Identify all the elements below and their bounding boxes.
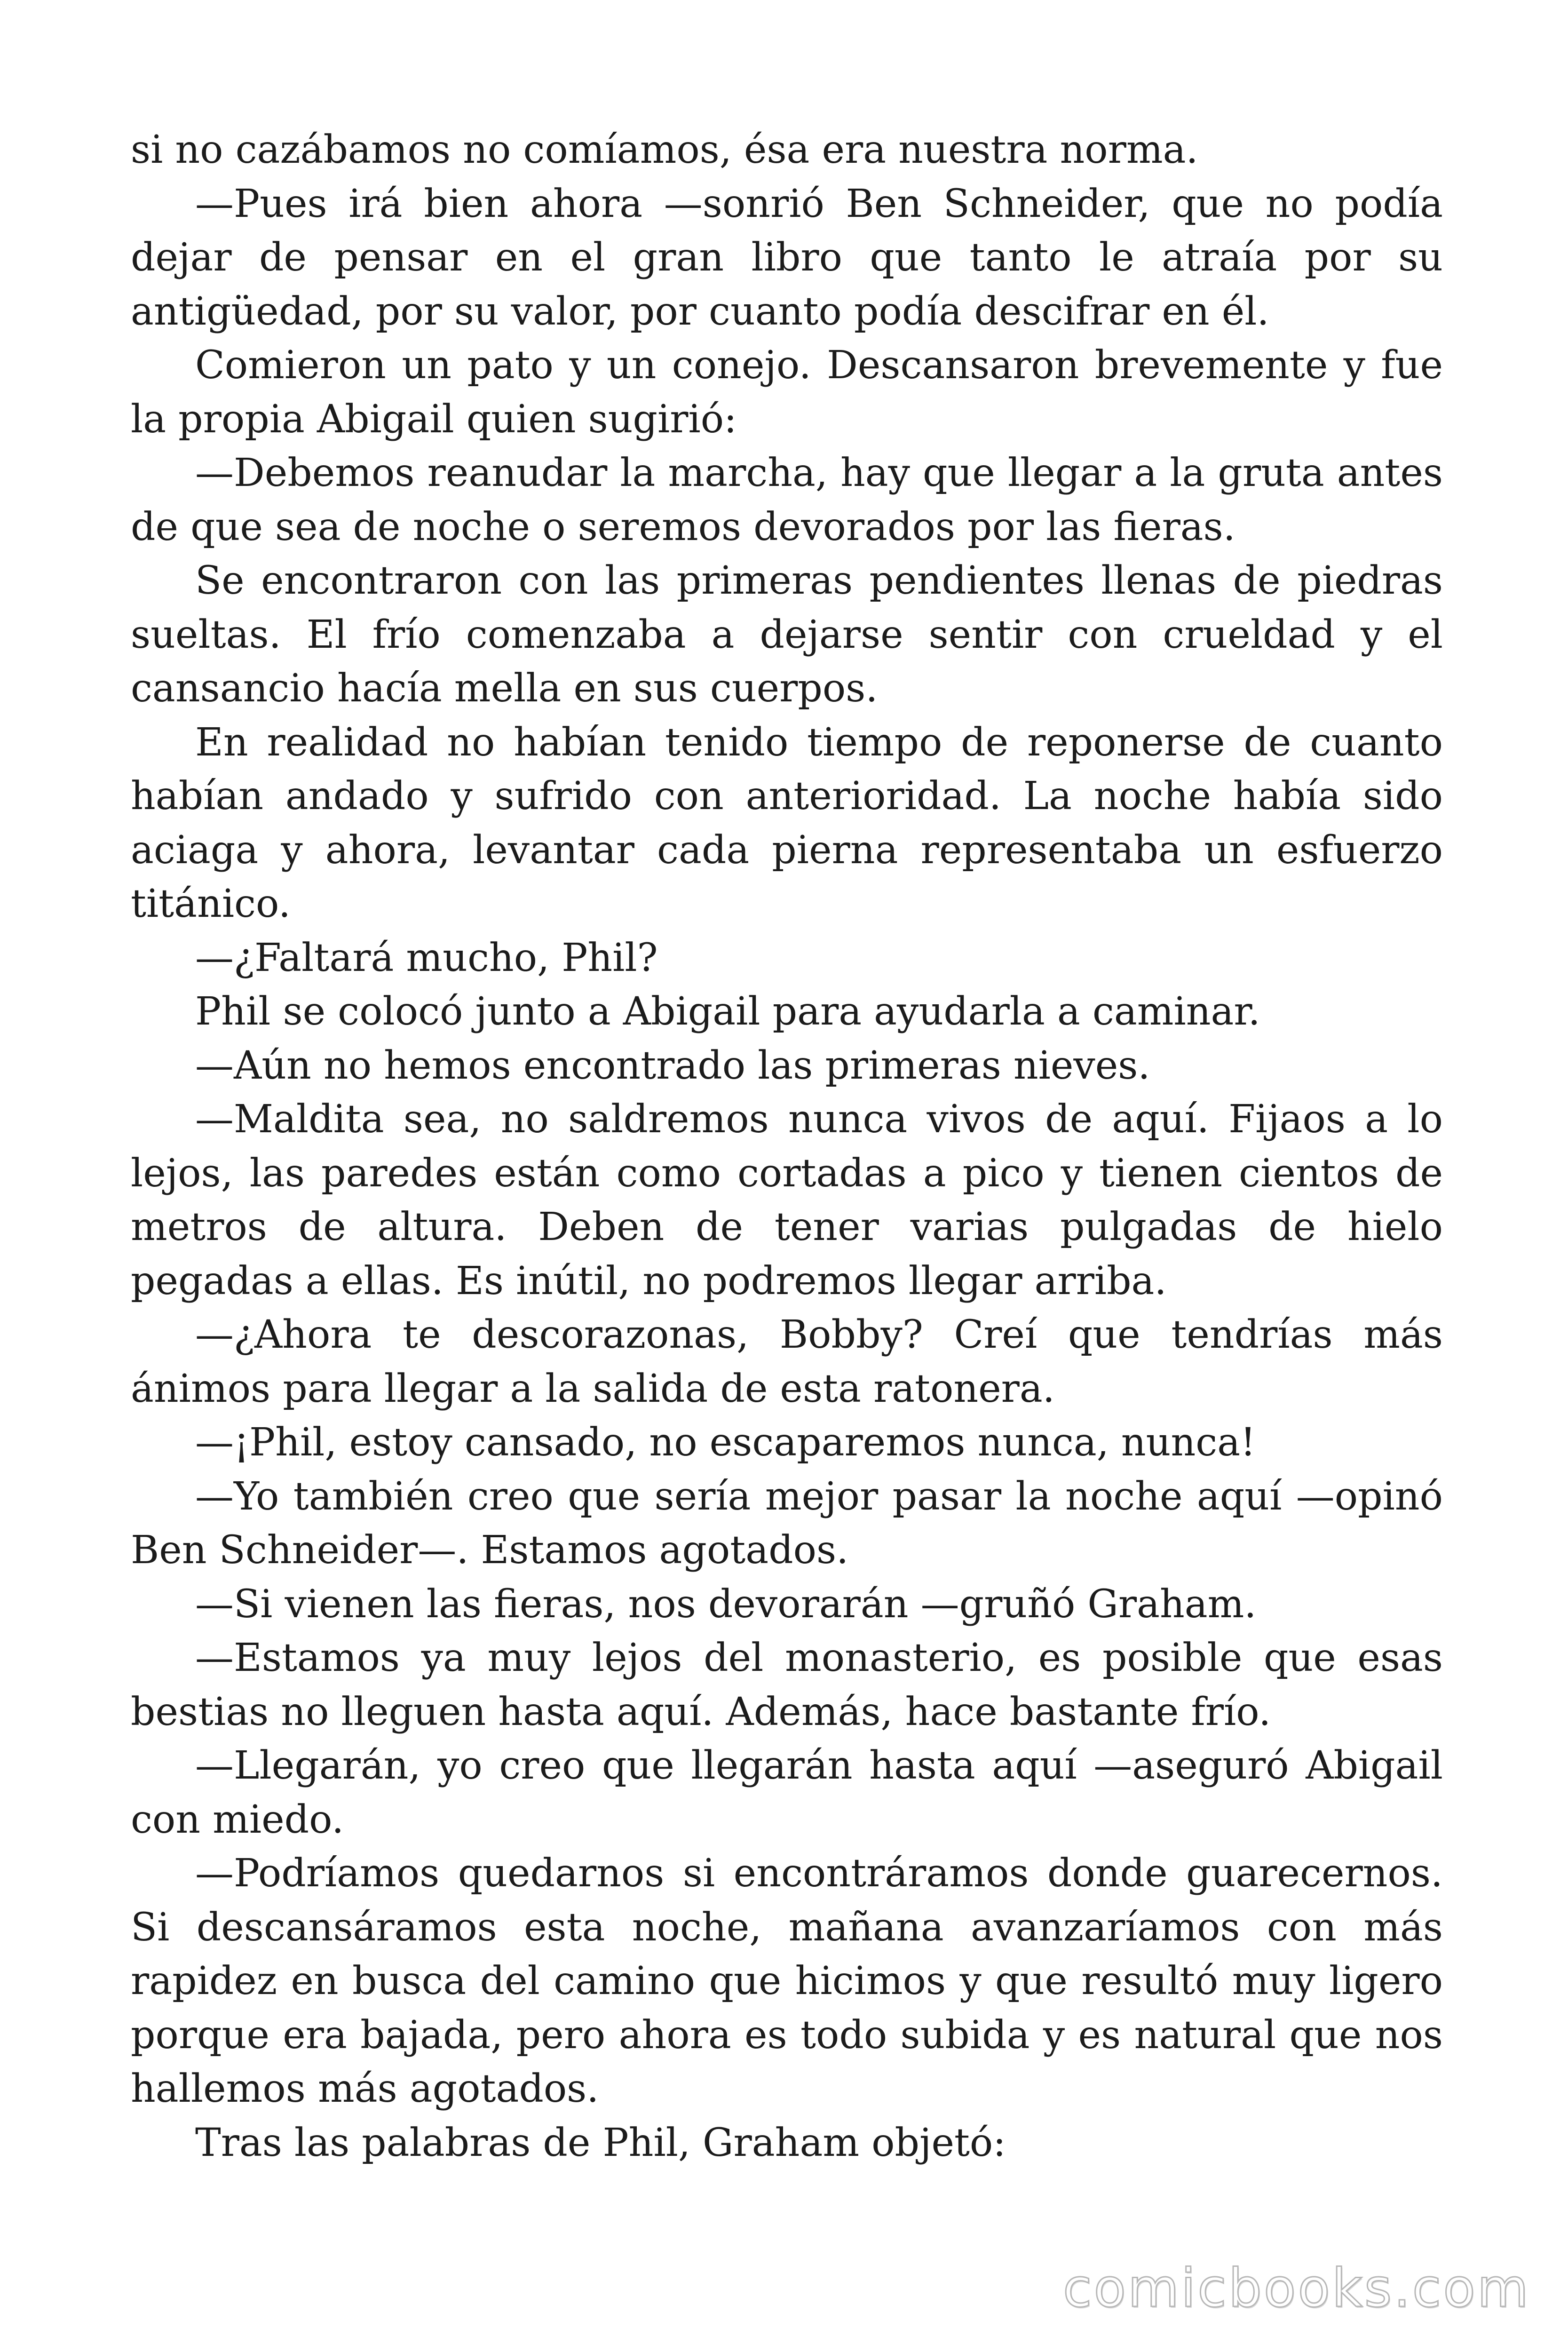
paragraph: —Si vienen las fieras, nos devorarán —gruñó Graham. bbox=[195, 1581, 1257, 1627]
paragraph: Se encontraron con las primeras pendientes llenas de piedras sueltas. El frío comenzaba a dejarse sentir con crueldad y el cansancio hacía mella en sus cuerpos. bbox=[131, 558, 1443, 711]
paragraph: si no cazábamos no comíamos, ésa era nuestra norma. bbox=[131, 127, 1198, 172]
paragraph: —¿Ahora te descorazonas, Bobby? Creí que tendrías más ánimos para llegar a la salida de esta ratonera. bbox=[131, 1312, 1443, 1411]
paragraph: —Aún no hemos encontrado las primeras nieves. bbox=[195, 1043, 1150, 1088]
paragraph: —Yo también creo que sería mejor pasar la noche aquí —opinó Ben Schneider—. Estamos agotados. bbox=[131, 1474, 1443, 1573]
paragraph: —Pues irá bien ahora —sonrió Ben Schneider, que no podía dejar de pensar en el gran libro que tanto le atraía por su antigüedad, por su valor, por cuanto podía descifrar en él. bbox=[131, 181, 1443, 334]
paragraph: —Llegarán, yo creo que llegarán hasta aquí —aseguró Abigail con miedo. bbox=[131, 1743, 1443, 1842]
body-text bbox=[131, 123, 1443, 2170]
paragraph: —¿Faltará mucho, Phil? bbox=[195, 935, 658, 980]
paragraph: —Debemos reanudar la marcha, hay que llegar a la gruta antes de que sea de noche o seremos devorados por las fieras. bbox=[131, 451, 1443, 549]
paragraph: Comieron un pato y un conejo. Descansaron brevemente y fue la propia Abigail quien sugirió: bbox=[131, 343, 1443, 442]
paragraph: Tras las palabras de Phil, Graham objetó: bbox=[195, 2120, 1006, 2165]
paragraph: —Maldita sea, no saldremos nunca vivos de aquí. Fijaos a lo lejos, las paredes están como cortadas a pico y tienen cientos de metros de altura. Deben de tener varias pulgadas de hielo pegadas a ellas. Es inútil, no podremos llegar arriba. bbox=[131, 1097, 1443, 1303]
paragraph: —¡Phil, estoy cansado, no escaparemos nunca, nunca! bbox=[195, 1420, 1256, 1465]
paragraph: —Podríamos quedarnos si encontráramos donde guarecernos. Si descansáramos esta noche, mañana avanzaríamos con más rapidez en busca del camino que hicimos y que resultó muy ligero porque era bajada, pero ahora es todo subida y es natural que nos hallemos más agotados. bbox=[131, 1851, 1443, 2111]
paragraph: Phil se colocó junto a Abigail para ayudarla a caminar. bbox=[195, 989, 1260, 1034]
paragraph: En realidad no habían tenido tiempo de reponerse de cuanto habían andado y sufrido con anterioridad. La noche había sido aciaga y ahora, levantar cada pierna representaba un esfuerzo titánico. bbox=[131, 720, 1443, 926]
paragraph: —Estamos ya muy lejos del monasterio, es posible que esas bestias no lleguen hasta aquí. Además, hace bastante frío. bbox=[131, 1636, 1443, 1734]
watermark: comicbooks.com bbox=[1062, 2258, 1530, 2319]
